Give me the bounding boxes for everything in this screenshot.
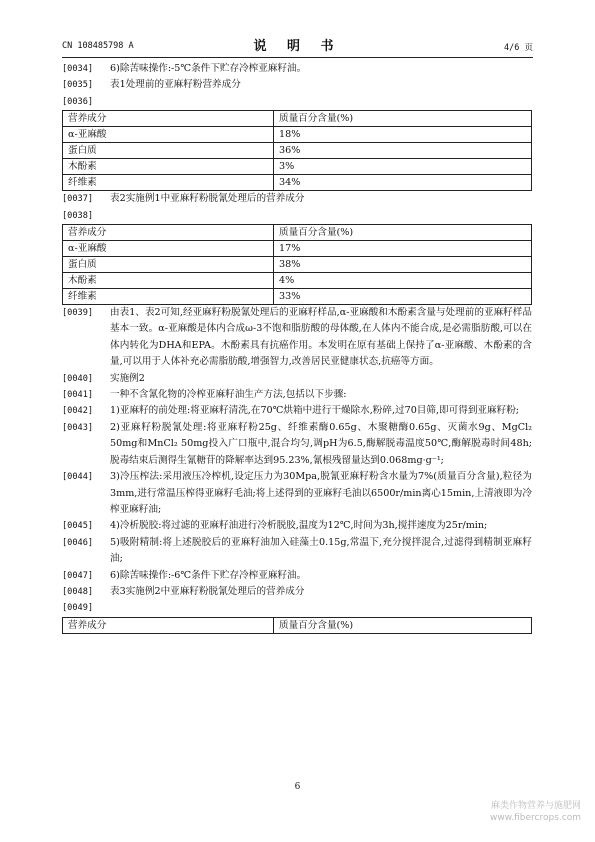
paragraph-number: [0047]	[62, 570, 94, 581]
table-row	[63, 127, 532, 143]
nutrient-cell: α-亚麻酸	[63, 241, 274, 257]
table-row	[63, 241, 532, 257]
paragraph-0048	[62, 584, 532, 600]
paragraph-number: [0045]	[62, 521, 94, 532]
paragraph-text: 1)亚麻籽的前处理:将亚麻籽清洗,在70℃烘箱中进行干燥除水,粉碎,过70目筛,即可得到亚麻籽粉;	[110, 405, 520, 417]
header-cell: 营养成分	[63, 617, 274, 633]
paragraph-text: 由表1、表2可知,经亚麻籽粉脱氰处理后的亚麻籽样品,α-亚麻酸和木酚素含量与处理前的亚麻籽样品基本一致。α-亚麻酸是体内合成ω-3不饱和脂肪酸的母体酸,在人体内不能合成,是必需脂肪酸,可以在体内转化为DHA和EPA。木酚素具有抗癌作用。本发明在原有基础上保持了α-亚麻酸、木酚素的含量,可以用于人体补充必需脂肪酸,增强智力,改善居民亚健康状态,抗癌等方面。	[110, 307, 532, 368]
table-caption: 表2实施例1中亚麻籽粉脱氰处理后的营养成分	[110, 193, 305, 205]
header-cell: 质量百分含量(%)	[274, 617, 532, 633]
paragraph-0042	[62, 403, 532, 419]
header-cell: 质量百分含量(%)	[274, 225, 532, 241]
table-caption: 表3实施例2中亚麻籽粉脱氰处理后的营养成分	[110, 585, 305, 597]
watermark	[490, 800, 581, 824]
paragraph-text: 6)除苦味操作:-5℃条件下贮存冷榨亚麻籽油。	[110, 63, 307, 74]
paragraph-text: 6)除苦味操作:-6℃条件下贮存冷榨亚麻籽油。	[110, 569, 307, 581]
paragraph-number: [0040]	[62, 373, 94, 384]
paragraph-0045	[62, 518, 532, 534]
paragraph-number: [0043]	[62, 422, 94, 433]
paragraph-number: [0037]	[62, 194, 94, 205]
nutrient-table-1	[62, 110, 532, 191]
paragraph-0041	[62, 387, 532, 403]
paragraph-number: [0042]	[62, 406, 94, 417]
value-cell: 33%	[274, 289, 532, 305]
paragraph-number: [0048]	[62, 586, 94, 597]
value-cell: 3%	[274, 159, 532, 175]
value-cell: 18%	[274, 127, 532, 143]
paragraph-0049	[62, 600, 532, 616]
paragraph-0035	[62, 77, 532, 93]
document-title: 说 明 书	[253, 39, 342, 54]
paragraph-number: [0049]	[62, 603, 94, 614]
nutrient-cell: 纤维素	[63, 175, 274, 191]
paragraph-number: [0046]	[62, 537, 94, 548]
paragraph-number: [0041]	[62, 390, 94, 401]
paragraph-text: 一种不含氰化物的冷榨亚麻籽油生产方法,包括以下步骤:	[110, 389, 347, 401]
paragraph-0036	[62, 94, 532, 110]
paragraph-number: [0036]	[62, 96, 94, 107]
nutrient-table-3	[62, 617, 532, 634]
paragraph-0046	[62, 535, 532, 568]
document-body	[62, 61, 532, 634]
nutrient-cell: 纤维素	[63, 289, 274, 305]
table-row	[63, 273, 532, 289]
paragraph-number: [0039]	[62, 308, 94, 319]
value-cell: 36%	[274, 143, 532, 159]
watermark-url: www.fibercrops.com	[490, 813, 581, 823]
page-indicator: 4/6 页	[504, 43, 533, 53]
nutrient-cell: α-亚麻酸	[63, 127, 274, 143]
paragraph-text: 2)亚麻籽粉脱氰处理:将亚麻籽粉25g、纤维素酶0.65g、木聚糖酶0.65g、灭菌水9g、MgCl₂ 50mg和MnCl₂ 50mg投入广口瓶中,混合均匀,调pH为6.5,酶解脱毒温度50℃,酶解脱毒时间48h;脱毒结束后测得生氰糖苷的降解率达到95.23%,氰根残留量达到0.068mg·g⁻¹;	[110, 421, 532, 466]
paragraph-0034	[62, 61, 532, 77]
table-row	[63, 143, 532, 159]
header-cell: 质量百分含量(%)	[274, 111, 532, 127]
paragraph-number: [0038]	[62, 210, 94, 221]
paragraph-text: 4)冷析脱胶:将过滤的亚麻籽油进行冷析脱胶,温度为12℃,时间为3h,搅拌速度为25r/min;	[110, 520, 488, 532]
table-row	[63, 175, 532, 191]
nutrient-table-2	[62, 224, 532, 305]
paragraph-0040	[62, 371, 532, 387]
page-number: 6	[294, 782, 301, 792]
table-caption: 表1处理前的亚麻籽粉营养成分	[110, 79, 241, 91]
paragraph-0043	[62, 420, 532, 469]
paragraph-text: 5)吸附精制:将上述脱胶后的亚麻籽油加入硅藻土0.15g,常温下,充分搅拌混合,过滤得到精制亚麻籽油;	[110, 536, 532, 565]
paragraph-text: 3)冷压榨法:采用液压冷榨机,设定压力为30Mpa,脱氰亚麻籽粉含水量为7%(质量百分含量),粒径为3mm,进行常温压榨得亚麻籽毛油;将上述得到的亚麻籽毛油以6500r/min离心15min,上清液即为冷榨亚麻籽油;	[110, 471, 532, 515]
value-cell: 34%	[274, 175, 532, 191]
table-row	[63, 159, 532, 175]
watermark-title: 麻类作物营养与施肥网	[490, 801, 581, 811]
table-header-row	[63, 225, 532, 241]
page-header	[62, 31, 533, 58]
header-cell: 营养成分	[63, 111, 274, 127]
paragraph-0039	[62, 305, 532, 371]
value-cell: 38%	[274, 257, 532, 273]
value-cell: 4%	[274, 273, 532, 289]
nutrient-cell: 木酚素	[63, 159, 274, 175]
paragraph-0037	[62, 191, 532, 207]
paragraph-number: [0035]	[62, 80, 94, 91]
table-header-row	[63, 617, 532, 633]
table-row	[63, 257, 532, 273]
header-cell: 营养成分	[63, 225, 274, 241]
table-header-row	[63, 111, 532, 127]
paragraph-0038	[62, 208, 532, 224]
nutrient-cell: 蛋白质	[63, 257, 274, 273]
nutrient-cell: 木酚素	[63, 273, 274, 289]
section-heading: 实施例2	[110, 372, 145, 384]
table-row	[63, 289, 532, 305]
value-cell: 17%	[274, 241, 532, 257]
nutrient-cell: 蛋白质	[63, 143, 274, 159]
paragraph-0044	[62, 469, 532, 518]
paragraph-number: [0044]	[62, 472, 94, 483]
paragraph-number: [0034]	[62, 64, 94, 74]
paragraph-0047	[62, 568, 532, 584]
patent-number: CN 108485798 A	[62, 41, 134, 51]
